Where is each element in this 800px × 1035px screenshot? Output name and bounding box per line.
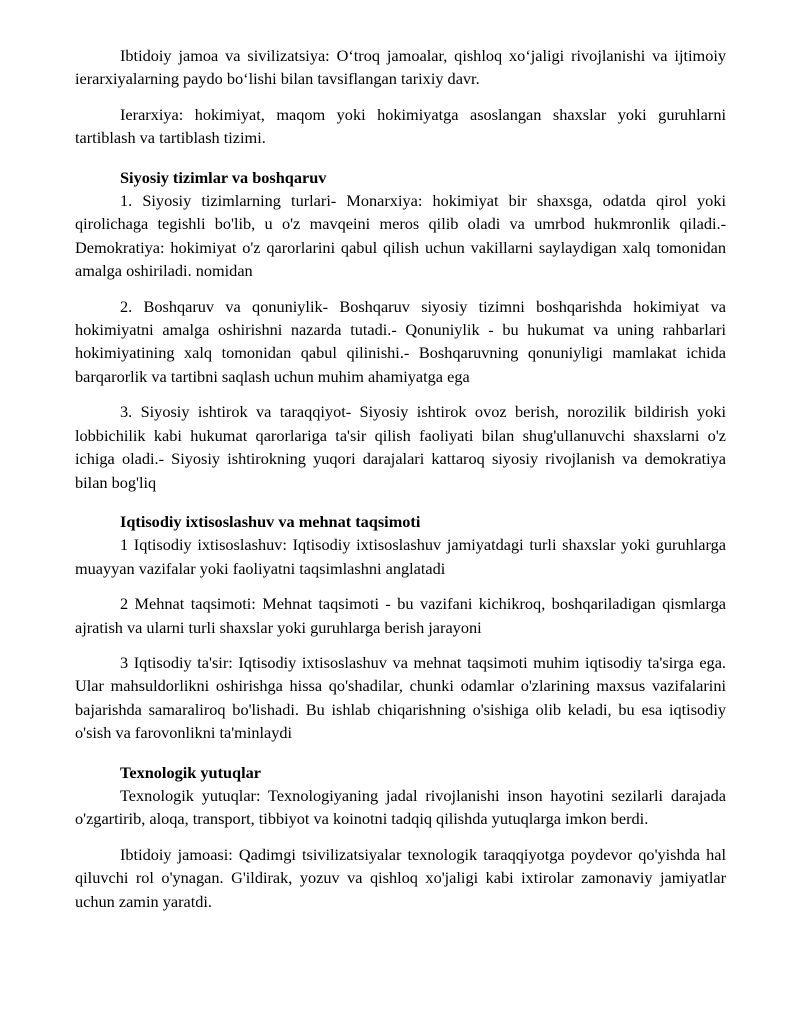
politics-section [75, 166, 726, 494]
technology-paragraph-1: Texnologik yutuqlar: Texnologiyaning jadal rivojlanishi inson hayotini sezilarli darajada o'zgartirib, aloqa, transport, tibbiyot va koinotni tadqiq qilishda yutuqlarga imkon berdi. [75, 785, 726, 829]
intro-paragraph-1: Ibtidoiy jamoa va sivilizatsiya: O‘troq jamoalar, qishloq xo‘jaligi rivojlanishi va ijtimoiy ierarxiyalarning paydo bo‘lishi bilan tavsiflangan tarixiy davr. [75, 46, 726, 89]
economy-paragraph-3: 3 Iqtisodiy ta'sir: Iqtisodiy ixtisoslashuv va mehnat taqsimoti muhim iqtisodiy ta'sirga ega. Ular mahsuldorlikni oshirishga hissa qo'shadilar, chunki odamlar o'zlarining maxsus vazifalarini bajarishda samaraliroq bo'lishadi. Bu ishlab chiqarishning o'sishiga olib keladi, bu esa iqtisodiy o'sish va farovonlikni ta'minlaydi [75, 652, 726, 743]
intro-paragraph-2: Ierarxiya: hokimiyat, maqom yoki hokimiyatga asoslangan shaxslar yoki guruhlarni tartiblash va tartiblash tizimi. [75, 104, 726, 148]
politics-paragraph-1: 1. Siyosiy tizimlarning turlari- Monarxiya: hokimiyat bir shaxsga, odatda qirol yoki qirolichaga tegishli bo'lib, u o'z mavqeini meros qilib oladi va umrbod hukmronlik qiladi.- Demokratiya: hokimiyat o'z qarorlarini qabul qilish uchun vakillarni saylaydigan xalq tomonidan amalga oshiriladi. nomidan [75, 191, 726, 281]
politics-paragraph-3: 3. Siyosiy ishtirok va taraqqiyot- Siyosiy ishtirok ovoz berish, norozilik bildirish yoki lobbichilik kabi hukumat qarorlariga ta'sir qilish faoliyati bilan shug'ullanuvchi shaxslarni o'z ichiga oladi.- Siyosiy ishtirokning yuqori darajalari kattaroq siyosiy rivojlanish va demokratiya bilan bog'liq [75, 402, 726, 492]
economy-paragraph-2: 2 Mehnat taqsimoti: Mehnat taqsimoti - bu vazifani kichikroq, boshqariladigan qismlarga ajratish va ularni turli shaxslar yoki guruhlarga berish jarayoni [75, 594, 726, 637]
economy-paragraph-1: 1 Iqtisodiy ixtisoslashuv: Iqtisodiy ixtisoslashuv jamiyatdagi turli shaxslar yoki guruhlarga muayyan vazifalar yoki faoliyatni taqsimlashni anglatadi [75, 535, 726, 578]
technology-paragraph-2: Ibtidoiy jamoasi: Qadimgi tsivilizatsiyalar texnologik taraqqiyotga poydevor qo'yishda hal qiluvchi rol o'ynagan. G'ildirak, yozuv va qishloq xo'jaligi kabi ixtirolar zamonaviy jamiyatlar uchun zamin yaratdi. [75, 844, 726, 911]
politics-paragraph-2: 2. Boshqaruv va qonuniylik- Boshqaruv siyosiy tizimni boshqarishda hokimiyat va hokimiyatni amalga oshirishni nazarda tutadi.- Qonuniylik - bu hukumat va uning rahbarlari hokimiyatining xalq tomonidan qabul qilinishi.- Boshqaruvning qonuniyligi mamlakat ichida barqarorlik va tartibni saqlash uchun muhim ahamiyatga ega [75, 296, 726, 386]
economy-heading: Iqtisodiy ixtisoslashuv va mehnat taqsimoti [120, 511, 421, 531]
politics-heading: Siyosiy tizimlar va boshqaruv [120, 167, 327, 187]
technology-heading: Texnologik yutuqlar [120, 762, 261, 782]
intro-section [75, 44, 726, 150]
technology-section [75, 761, 726, 913]
economy-section [75, 510, 726, 745]
